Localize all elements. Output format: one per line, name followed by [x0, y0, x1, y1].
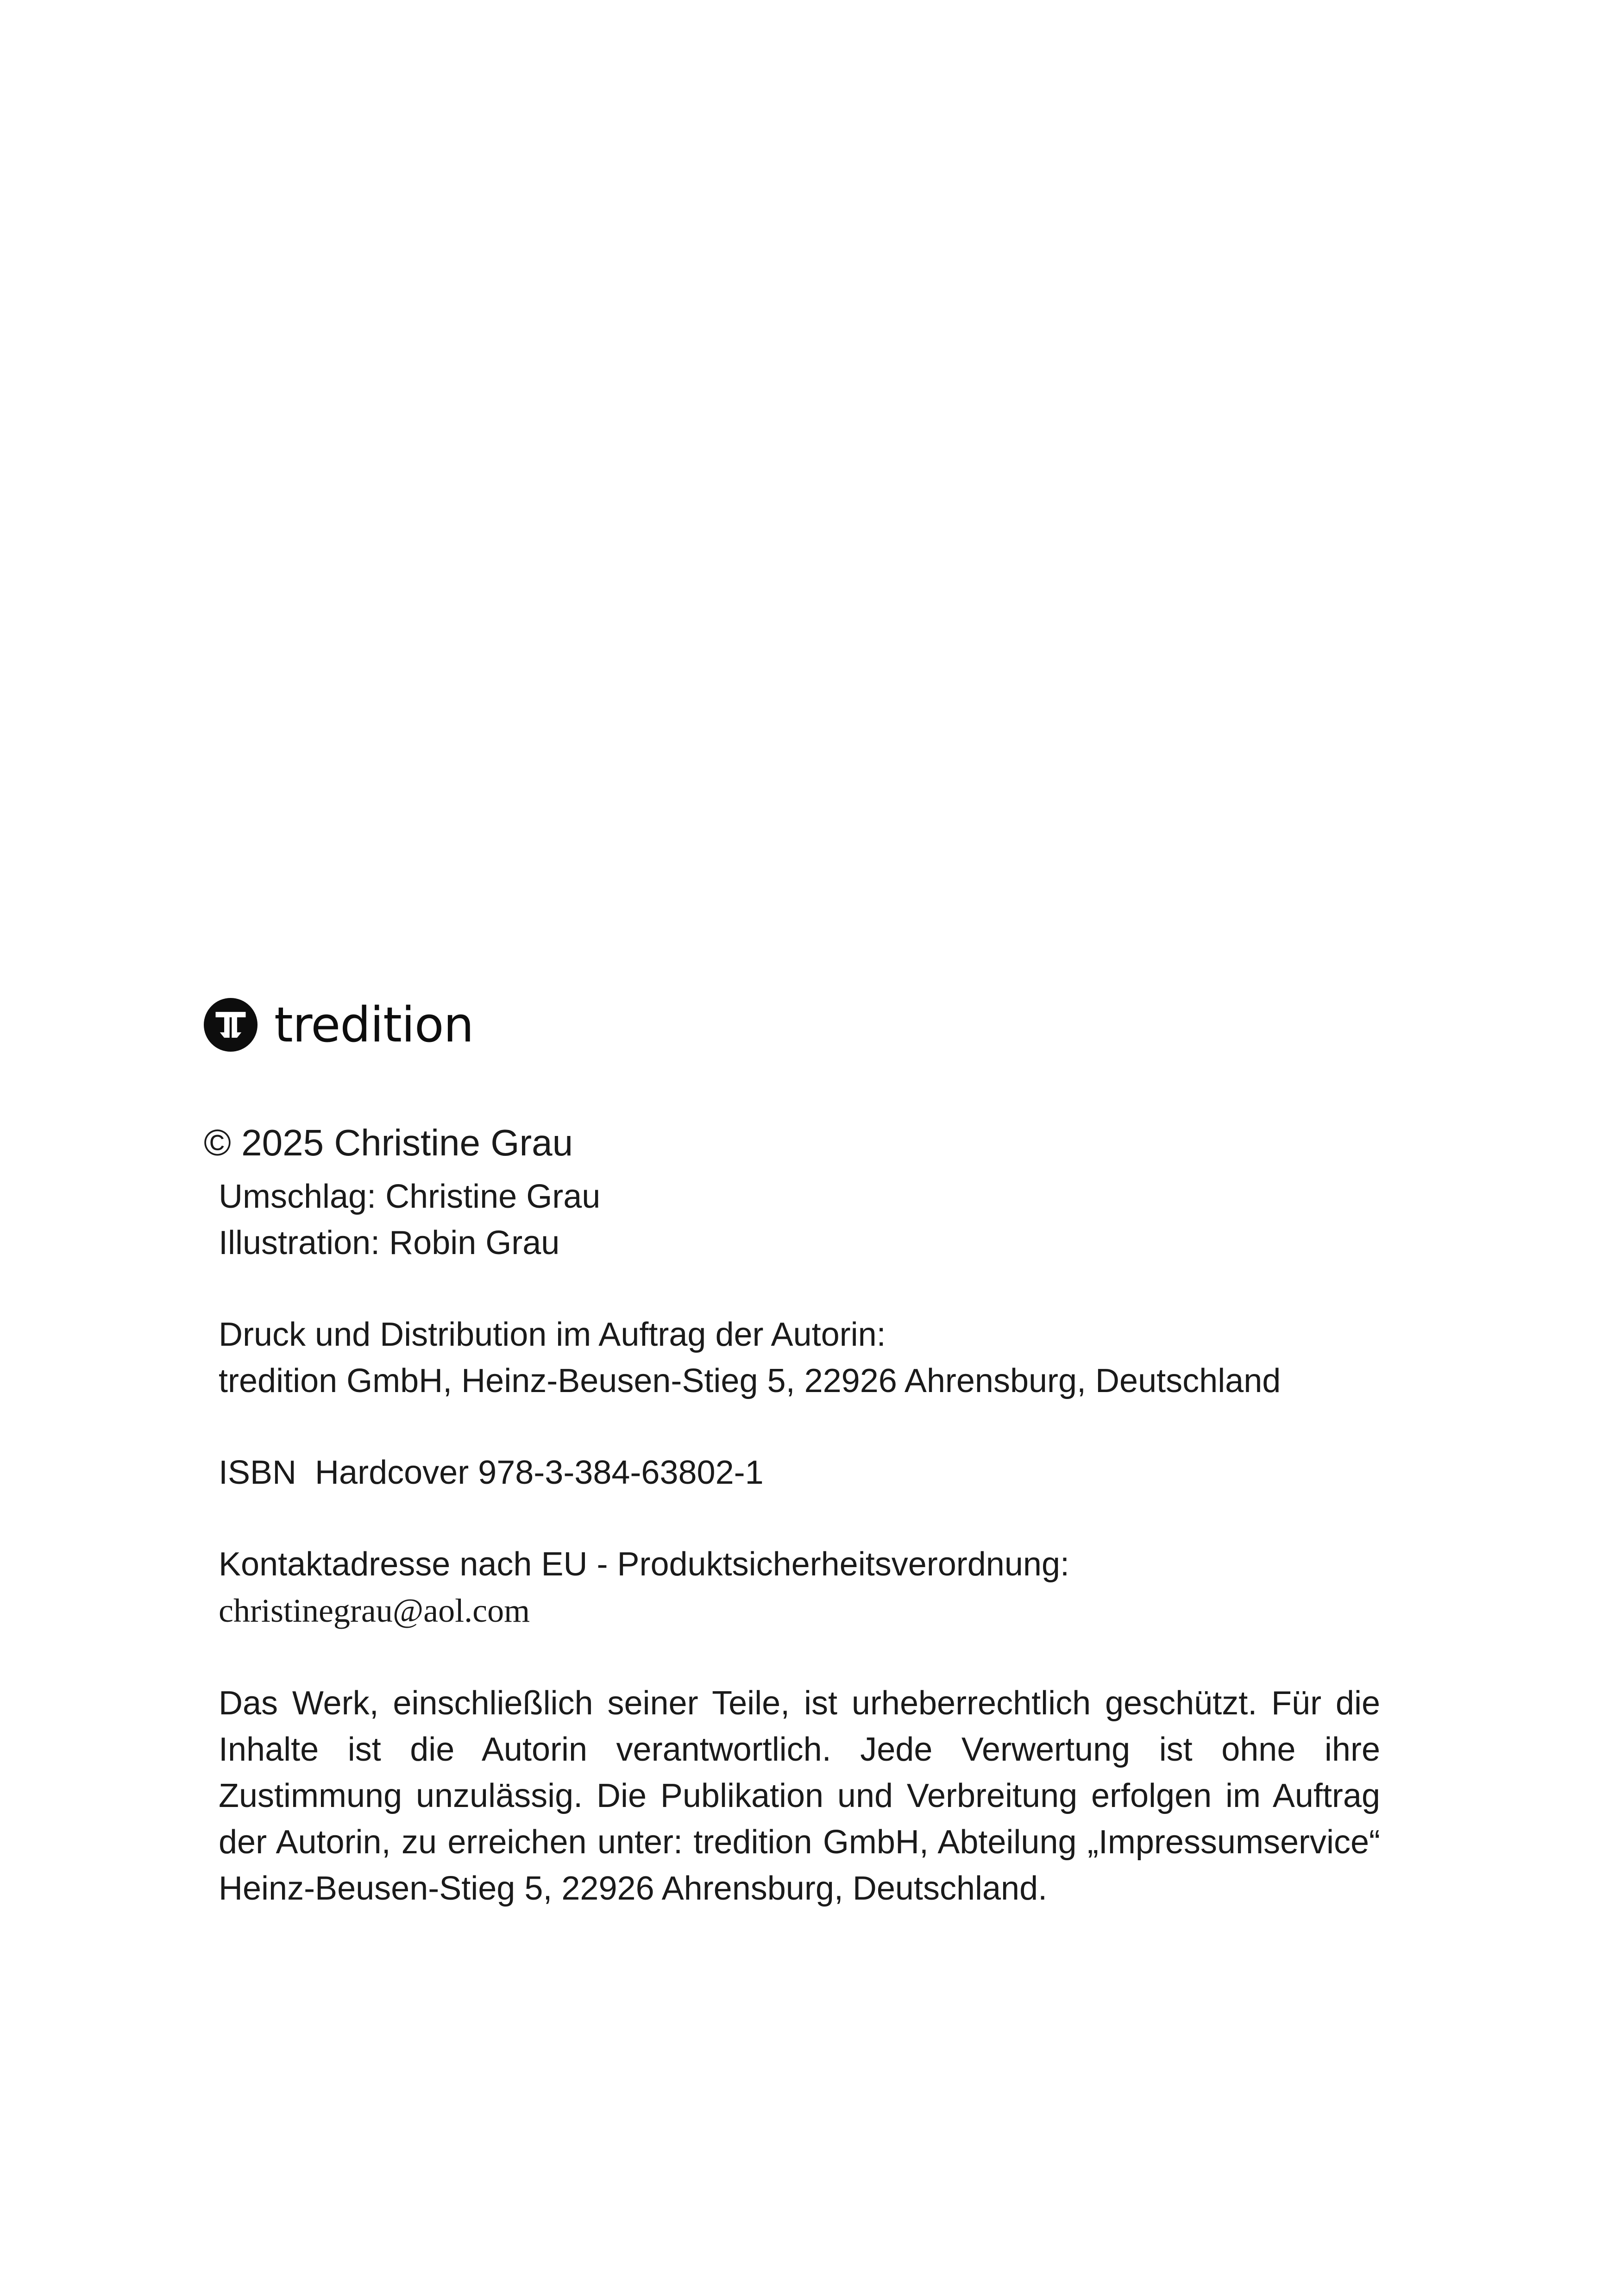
illustration-credit: Illustration: Robin Grau	[219, 1224, 560, 1261]
isbn-value: Hardcover 978-3-384-63802-1	[315, 1454, 764, 1491]
copyright-line: © 2025 Christine Grau	[204, 1122, 573, 1163]
contact-email: christinegrau@aol.com	[219, 1592, 530, 1629]
legal-notice: Das Werk, einschließlich seiner Teile, ist urheberrechtlich geschützt. Für die Inhalte ist die Autorin verantwortlich. Jede Verwertung ist ohne ihre Zustimmung unzulässig. Die Publikation und Verbreitung erfolgen im Auftrag der Autorin, zu erreichen unter: tredition GmbH, Abteilung „Impressumservice“ Heinz-Beusen-Stieg 5, 22926 Ahrensburg, Deutschland.	[219, 1685, 1380, 1907]
tredition-logo-icon	[204, 998, 258, 1052]
publisher-name: tredition	[274, 997, 474, 1053]
cover-credit: Umschlag: Christine Grau	[219, 1178, 601, 1215]
isbn-label: ISBN	[219, 1454, 297, 1491]
printing-label: Druck und Distribution im Auftrag der Autorin:	[219, 1316, 886, 1353]
publisher-logo	[204, 995, 473, 1055]
printing-address: tredition GmbH, Heinz-Beusen-Stieg 5, 22926 Ahrensburg, Deutschland	[219, 1362, 1281, 1399]
contact-label: Kontaktadresse nach EU - Produktsicherheitsverordnung:	[219, 1546, 1069, 1583]
isbn-line	[219, 1456, 764, 1489]
